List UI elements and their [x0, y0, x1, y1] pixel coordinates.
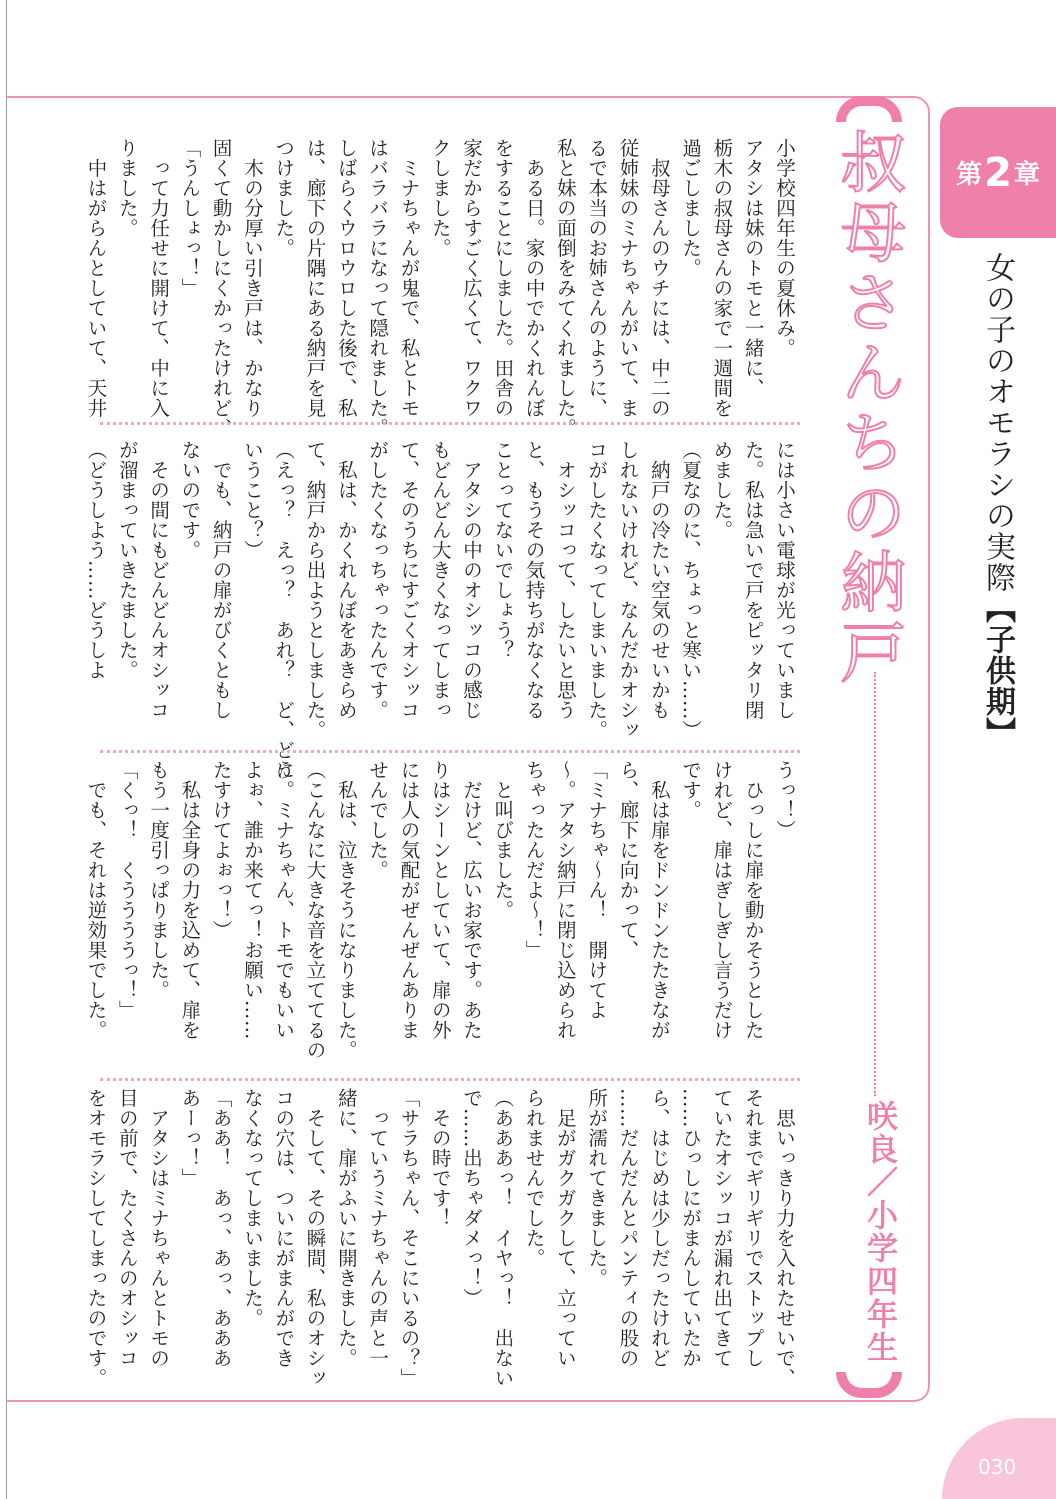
text-line: 「ミナちゃ～ん！ 開けてよ [585, 760, 609, 1020]
text-line: ちゃったんだよ～！」 [522, 760, 546, 960]
text-line: 「うんしょっ！」 [178, 138, 202, 298]
text-line: ～。アタシ納戸に閉じ込められ [553, 760, 577, 1040]
text-line: 「くっ！ くううううっ！」 [115, 760, 139, 1020]
text-line: アタシの中のオシッコの感じ [460, 440, 484, 720]
text-line: をオモラシしてしまったのです。 [84, 1088, 108, 1388]
text-line: た。私は急いで戸をピッタリ閉 [741, 440, 765, 720]
text-line: だけど、広いお家です。あた [460, 760, 484, 1040]
text-line: 納戸の冷たい空気のせいかも [647, 440, 671, 720]
text-line: （えっ？ えっ？ あれ？ ど、どう [272, 440, 296, 780]
text-line: （こんなに大きな音を立ててるの [303, 760, 327, 1060]
text-line: 私は全身の力を込めて、扉を [178, 760, 202, 1040]
text-line: そして、その瞬間、私のオシッ [303, 1088, 327, 1388]
text-line: 家だからすごく広くて、ワクワ [460, 138, 484, 418]
chapter-prefix: 第 [956, 160, 983, 190]
text-line: ないのです。 [178, 440, 202, 560]
text-tier-2 [84, 440, 800, 780]
text-line: はバラバラになって隠れました。 [366, 138, 390, 438]
story-title: 叔母さんちの納戸 [829, 128, 906, 688]
text-line: と叫びました。 [491, 760, 515, 920]
text-line: あーっ！」 [178, 1088, 202, 1188]
text-line: て、納戸から出ようとしました。 [303, 440, 327, 740]
story-author: 咲良／小学四年生 [861, 1100, 897, 1364]
text-line: アタシはミナちゃんとトモの [147, 1088, 171, 1368]
text-line: なくなってしまいました。 [240, 1088, 264, 1328]
chapter-suffix: 章 [1013, 160, 1040, 190]
text-line: （夏なのに、ちょっと寒い……） [679, 440, 703, 740]
text-line: 足がガクガクして、立ってい [553, 1088, 577, 1368]
text-line: 過ごしました。 [679, 138, 703, 278]
page-number: 030 [978, 1455, 1017, 1479]
text-line: つけました。 [272, 138, 296, 258]
text-line: （あああっ！ イヤっ！ 出ない [491, 1088, 515, 1388]
text-line: 固くて動かしにくかったけれど、 [209, 138, 233, 438]
text-line: 栃木の叔母さんの家で一週間を [710, 138, 734, 418]
text-line: 所が濡れてきました。 [585, 1088, 609, 1288]
text-line: せんでした。 [366, 760, 390, 880]
text-line: るで本当のお姉さんのように、 [585, 138, 609, 418]
text-line: て、そのうちにすごくオシッコ [397, 440, 421, 720]
text-tier-1 [84, 138, 800, 438]
chapter-badge [940, 107, 1056, 238]
text-line: 思いっきり力を入れたせいで、 [773, 1088, 796, 1388]
text-line: で……出ちゃダメっ！） [460, 1088, 484, 1308]
text-line: が溜まっていきたました。 [115, 440, 139, 680]
tier-divider [100, 422, 800, 425]
text-line: いうこと？） [240, 440, 264, 560]
text-line: ら、廊下に向かって、 [616, 760, 640, 960]
text-line: しばらくウロウロした後で、私 [334, 138, 358, 418]
text-line: りました。 [115, 138, 139, 238]
title-dotted-divider [874, 672, 876, 1096]
section-tag: 【子供期】 [980, 593, 1015, 748]
text-line: 緒に、扉がふいに開きました。 [334, 1088, 358, 1368]
text-line: 目の前で、たくさんのオシッコ [115, 1088, 139, 1368]
tier-divider [100, 750, 800, 753]
text-line: でも、納戸の扉がびくともし [209, 440, 233, 720]
text-line: それまでギリギリでストップし [741, 1088, 765, 1368]
text-line: 私は扉をドンドンたたきなが [647, 760, 671, 1040]
text-line: 「サラちゃん、そこにいるの？」 [397, 1088, 421, 1388]
text-line: その時です！ [428, 1088, 452, 1228]
text-line: もどんどん大きくなってしまっ [428, 440, 452, 720]
text-line: って力任せに開けて、中に入 [147, 138, 171, 418]
text-line: クしました。 [428, 138, 452, 258]
text-line: うっ！） [773, 760, 796, 840]
text-line: には人の気配がぜんぜんありま [397, 760, 421, 1040]
text-line: に。ミナちゃん、トモでもいい [272, 760, 296, 1040]
text-tier-3 [84, 760, 800, 1060]
text-line: ひっしに扉を動かそうとした [741, 760, 765, 1040]
section-title [975, 252, 1019, 748]
text-line: です。 [679, 760, 703, 820]
text-line: と、もうその気持ちがなくなる [522, 440, 546, 720]
text-tier-4 [84, 1088, 800, 1390]
text-line: でも、それは逆効果でした。 [84, 760, 108, 1040]
text-line: 私は、かくれんぼをあきらめ [334, 440, 358, 720]
text-line: ら、はじめは少しだったけれど [647, 1088, 671, 1368]
text-line: ……ひっしにがまんしていたか [679, 1088, 703, 1368]
text-line: たすけてよぉっ！） [209, 760, 233, 940]
tier-divider [100, 1078, 800, 1081]
text-line: ていたオシッコが漏れ出てきて [710, 1088, 734, 1368]
text-line: その間にもどんどんオシッコ [147, 440, 171, 720]
text-line: ある日。家の中でかくれんぼ [522, 138, 546, 418]
text-line: 従姉妹のミナちゃんがいて、ま [616, 138, 640, 418]
text-line: られませんでした。 [522, 1088, 546, 1268]
text-line: アタシは妹のトモと一緒に、 [741, 138, 765, 398]
text-line: 私は、泣きそうになりました。 [334, 760, 358, 1060]
text-line: は、廊下の片隅にある納戸を見 [303, 138, 327, 418]
text-line: 私と妹の面倒をみてくれました。 [553, 138, 577, 438]
text-line: ことってないでしょう？ [491, 440, 515, 660]
text-line: しれないけれど、なんだかオシッ [616, 440, 640, 740]
text-line: コがしたくなってしまいました。 [585, 440, 609, 740]
section-title-text: 女の子のオモラシの実際 [980, 252, 1015, 593]
text-line: には小さい電球が光っていまし [773, 440, 796, 720]
text-line: オシッコって、したいと思う [553, 440, 577, 720]
text-line: りはシーンとしていて、扉の外 [428, 760, 452, 1040]
text-line: ……だんだんとパンティの股の [616, 1088, 640, 1368]
text-line: 中はがらんとしていて、天井 [84, 138, 108, 418]
text-line: けれど、扉はぎしぎし言うだけ [710, 760, 734, 1040]
text-line: ミナちゃんが鬼で、私とトモ [397, 138, 421, 418]
text-line: 木の分厚い引き戸は、かなり [240, 138, 264, 418]
text-line: 叔母さんのウチには、中二の [647, 138, 671, 418]
text-line: っていうミナちゃんの声と一 [366, 1088, 390, 1368]
text-line: 「ああ！ あっ、あっ、あああ [209, 1088, 233, 1368]
text-line: をすることにしました。田舎の [491, 138, 515, 418]
text-line: （どうしよう……どうしよ [84, 440, 108, 680]
text-line: もう一度引っぱりました。 [147, 760, 171, 1000]
text-line: がしたくなっちゃったんです。 [366, 440, 390, 720]
text-line: コの穴は、ついにがまんができ [272, 1088, 296, 1368]
text-line: よぉ、誰か来てっ！お願い…… [240, 760, 264, 1040]
chapter-number: 2 [984, 149, 1012, 196]
text-line: めました。 [710, 440, 734, 540]
text-line: 小学校四年生の夏休み。 [773, 138, 796, 358]
